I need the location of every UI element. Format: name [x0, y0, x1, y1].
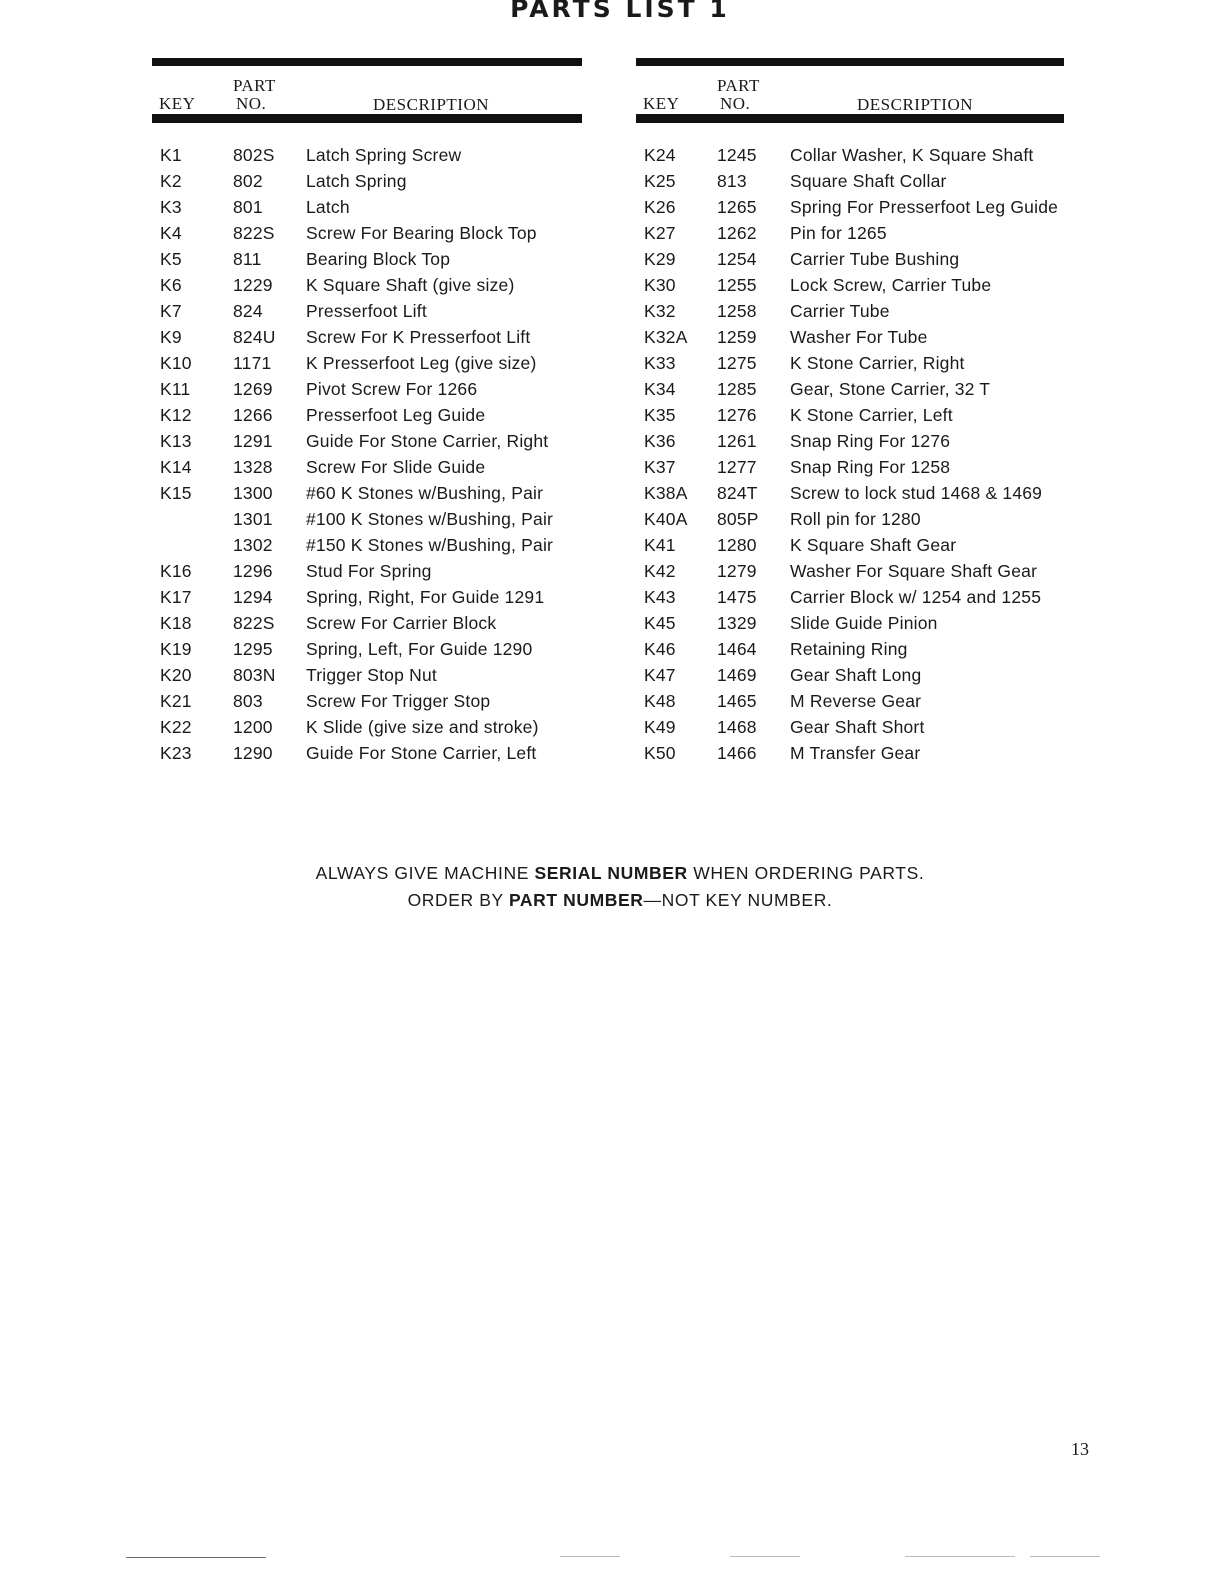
table-row	[152, 431, 582, 457]
description-cell: Bearing Block Top	[306, 249, 451, 269]
key-cell: K24	[644, 145, 676, 165]
description-cell: Stud For Spring	[306, 561, 432, 581]
part-number-cell: 802	[233, 171, 263, 191]
table-row	[636, 587, 1064, 613]
key-cell: K47	[644, 665, 676, 685]
part-number-cell: 801	[233, 197, 263, 217]
table-row	[636, 613, 1064, 639]
part-number-cell: 1466	[717, 743, 757, 763]
key-cell: K46	[644, 639, 676, 659]
key-cell: K19	[160, 639, 192, 659]
table-row	[636, 301, 1064, 327]
part-number-cell: 803N	[233, 665, 276, 685]
footer-line	[126, 1557, 266, 1558]
table-row	[152, 509, 582, 535]
header-part-no: NO.	[720, 94, 751, 113]
description-cell: K Stone Carrier, Left	[790, 405, 953, 425]
description-cell: K Slide (give size and stroke)	[306, 717, 539, 737]
part-number-cell: 824U	[233, 327, 276, 347]
description-cell: Roll pin for 1280	[790, 509, 921, 529]
key-cell: K11	[160, 379, 191, 399]
table-header	[636, 66, 1064, 114]
part-number-cell: 1300	[233, 483, 273, 503]
part-number-cell: 1328	[233, 457, 273, 477]
table-row	[152, 223, 582, 249]
description-cell: K Stone Carrier, Right	[790, 353, 965, 373]
part-number-cell: 1291	[233, 431, 273, 451]
description-cell: Retaining Ring	[790, 639, 908, 659]
part-number-cell: 1290	[233, 743, 273, 763]
part-number-cell: 1254	[717, 249, 757, 269]
part-number-cell: 1285	[717, 379, 757, 399]
key-cell: K22	[160, 717, 192, 737]
key-cell: K2	[160, 171, 182, 191]
key-cell: K14	[160, 457, 192, 477]
description-cell: Spring, Right, For Guide 1291	[306, 587, 545, 607]
table-row	[636, 353, 1064, 379]
table-row	[152, 249, 582, 275]
scan-artifact	[1030, 1556, 1100, 1557]
table-row	[152, 145, 582, 171]
table-row	[152, 197, 582, 223]
description-cell: Latch Spring	[306, 171, 407, 191]
key-cell: K41	[644, 535, 676, 555]
table-row	[636, 275, 1064, 301]
table-row	[636, 249, 1064, 275]
table-header	[152, 66, 582, 114]
part-number-cell: 1276	[717, 405, 757, 425]
part-number-cell: 805P	[717, 509, 759, 529]
key-cell: K29	[644, 249, 676, 269]
table-row	[152, 535, 582, 561]
part-number-cell: 1200	[233, 717, 273, 737]
description-cell: Presserfoot Lift	[306, 301, 427, 321]
part-number-cell: 802S	[233, 145, 275, 165]
key-cell: K50	[644, 743, 676, 763]
table-row	[636, 743, 1064, 769]
key-cell: K33	[644, 353, 676, 373]
table-row	[152, 483, 582, 509]
description-cell: Screw For Bearing Block Top	[306, 223, 537, 243]
header-description: DESCRIPTION	[857, 95, 974, 114]
part-number-cell: 1464	[717, 639, 757, 659]
part-number-cell: 1229	[233, 275, 273, 295]
key-cell: K34	[644, 379, 676, 399]
description-cell: Guide For Stone Carrier, Right	[306, 431, 549, 451]
key-cell: K23	[160, 743, 192, 763]
notice-text: WHEN ORDERING PARTS.	[687, 863, 925, 883]
table-row	[636, 457, 1064, 483]
key-cell: K37	[644, 457, 676, 477]
notice-text: —NOT KEY NUMBER.	[643, 890, 833, 910]
part-number-cell: 1171	[233, 353, 272, 373]
key-cell: K12	[160, 405, 192, 425]
table-row	[152, 327, 582, 353]
description-cell: Trigger Stop Nut	[306, 665, 437, 685]
key-cell: K4	[160, 223, 182, 243]
key-cell: K26	[644, 197, 676, 217]
key-cell: K5	[160, 249, 182, 269]
part-number-cell: 824	[233, 301, 263, 321]
header-part-no: NO.	[236, 94, 267, 113]
table-rows	[636, 145, 1064, 769]
part-number-cell: 1301	[233, 509, 273, 529]
table-row	[636, 327, 1064, 353]
description-cell: Snap Ring For 1258	[790, 457, 951, 477]
key-cell: K7	[160, 301, 182, 321]
key-cell: K42	[644, 561, 676, 581]
description-cell: Latch	[306, 197, 350, 217]
key-cell: K40A	[644, 509, 688, 529]
table-row	[152, 613, 582, 639]
part-number-notice	[0, 890, 1224, 911]
description-cell: Carrier Tube Bushing	[790, 249, 960, 269]
description-cell: Washer For Tube	[790, 327, 928, 347]
key-cell: K49	[644, 717, 676, 737]
description-cell: Gear Shaft Long	[790, 665, 922, 685]
key-cell: K38A	[644, 483, 688, 503]
description-cell: Latch Spring Screw	[306, 145, 462, 165]
key-cell: K43	[644, 587, 676, 607]
part-number-cell: 1266	[233, 405, 273, 425]
description-cell: #60 K Stones w/Bushing, Pair	[306, 483, 544, 503]
description-cell: Screw For K Presserfoot Lift	[306, 327, 531, 347]
description-cell: K Square Shaft Gear	[790, 535, 957, 555]
scan-artifact	[905, 1556, 1015, 1557]
key-cell: K32A	[644, 327, 688, 347]
header-bottom-rule	[152, 114, 582, 123]
key-cell: K18	[160, 613, 192, 633]
table-row	[152, 639, 582, 665]
key-cell: K9	[160, 327, 182, 347]
table-row	[636, 405, 1064, 431]
key-cell: K36	[644, 431, 676, 451]
table-row	[152, 691, 582, 717]
description-cell: Square Shaft Collar	[790, 171, 947, 191]
description-cell: #100 K Stones w/Bushing, Pair	[306, 509, 554, 529]
header-key: KEY	[643, 94, 680, 113]
parts-table-right	[636, 58, 1064, 769]
key-cell: K16	[160, 561, 192, 581]
table-row	[636, 639, 1064, 665]
part-number-cell: 1261	[717, 431, 757, 451]
header-top-rule	[152, 58, 582, 66]
key-cell: K27	[644, 223, 676, 243]
table-row	[636, 535, 1064, 561]
table-row	[636, 223, 1064, 249]
description-cell: M Reverse Gear	[790, 691, 922, 711]
table-row	[152, 353, 582, 379]
parts-table-left	[152, 58, 582, 769]
table-row	[152, 171, 582, 197]
description-cell: Collar Washer, K Square Shaft	[790, 145, 1034, 165]
description-cell: Guide For Stone Carrier, Left	[306, 743, 537, 763]
key-cell: K48	[644, 691, 676, 711]
description-cell: Gear, Stone Carrier, 32 T	[790, 379, 991, 399]
header-top-rule	[636, 58, 1064, 66]
description-cell: Presserfoot Leg Guide	[306, 405, 486, 425]
table-row	[636, 145, 1064, 171]
description-cell: Screw For Slide Guide	[306, 457, 486, 477]
description-cell: Pin for 1265	[790, 223, 887, 243]
table-row	[636, 717, 1064, 743]
part-number-cell: 1329	[717, 613, 757, 633]
description-cell: Slide Guide Pinion	[790, 613, 938, 633]
table-row	[152, 665, 582, 691]
table-row	[636, 483, 1064, 509]
table-row	[636, 431, 1064, 457]
part-number-cell: 1296	[233, 561, 273, 581]
key-cell: K15	[160, 483, 192, 503]
table-row	[636, 691, 1064, 717]
header-description: DESCRIPTION	[373, 95, 490, 114]
part-number-cell: 824T	[717, 483, 758, 503]
table-row	[152, 301, 582, 327]
part-number-cell: 1280	[717, 535, 757, 555]
part-number-cell: 1245	[717, 145, 757, 165]
part-number-cell: 822S	[233, 223, 275, 243]
table-row	[152, 457, 582, 483]
description-cell: M Transfer Gear	[790, 743, 921, 763]
description-cell: K Square Shaft (give size)	[306, 275, 515, 295]
part-number-cell: 1294	[233, 587, 273, 607]
key-cell: K25	[644, 171, 676, 191]
table-row	[152, 379, 582, 405]
key-cell: K35	[644, 405, 676, 425]
part-number-cell: 1469	[717, 665, 757, 685]
table-row	[636, 171, 1064, 197]
table-row	[636, 561, 1064, 587]
notice-text: ALWAYS GIVE MACHINE	[315, 863, 535, 883]
description-cell: Gear Shaft Short	[790, 717, 925, 737]
description-cell: Washer For Square Shaft Gear	[790, 561, 1038, 581]
part-number-cell: 1302	[233, 535, 273, 555]
part-number-cell: 1468	[717, 717, 757, 737]
part-number-cell: 1259	[717, 327, 757, 347]
notice-emphasis: PART NUMBER	[508, 890, 644, 910]
key-cell: K20	[160, 665, 192, 685]
header-part: PART	[717, 76, 760, 95]
part-number-cell: 1475	[717, 587, 757, 607]
description-cell: #150 K Stones w/Bushing, Pair	[306, 535, 554, 555]
header-part: PART	[233, 76, 276, 95]
table-row	[636, 509, 1064, 535]
part-number-cell: 1255	[717, 275, 757, 295]
part-number-cell: 1279	[717, 561, 757, 581]
key-cell: K32	[644, 301, 676, 321]
part-number-cell: 1269	[233, 379, 273, 399]
description-cell: Spring For Presserfoot Leg Guide	[790, 197, 1059, 217]
key-cell: K21	[160, 691, 192, 711]
part-number-cell: 813	[717, 171, 747, 191]
key-cell: K17	[160, 587, 192, 607]
header-bottom-rule	[636, 114, 1064, 123]
part-number-cell: 811	[233, 249, 262, 269]
table-row	[152, 405, 582, 431]
part-number-cell: 1277	[717, 457, 757, 477]
part-number-cell: 1262	[717, 223, 757, 243]
part-number-cell: 803	[233, 691, 263, 711]
part-number-cell: 822S	[233, 613, 275, 633]
table-rows	[152, 145, 582, 769]
table-row	[636, 379, 1064, 405]
page-title: PARTS LIST 1	[510, 0, 730, 23]
page-number: 13	[1071, 1439, 1089, 1459]
table-row	[152, 275, 582, 301]
key-cell: K1	[160, 145, 182, 165]
table-row	[636, 197, 1064, 223]
description-cell: Carrier Tube	[790, 301, 890, 321]
scan-artifact	[730, 1556, 800, 1557]
description-cell: Screw For Trigger Stop	[306, 691, 491, 711]
notice-text: ORDER BY	[407, 890, 509, 910]
scan-artifact	[560, 1556, 620, 1557]
description-cell: Spring, Left, For Guide 1290	[306, 639, 533, 659]
header-key: KEY	[159, 94, 196, 113]
key-cell: K6	[160, 275, 182, 295]
part-number-cell: 1265	[717, 197, 757, 217]
description-cell: K Presserfoot Leg (give size)	[306, 353, 537, 373]
description-cell: Lock Screw, Carrier Tube	[790, 275, 992, 295]
table-row	[152, 717, 582, 743]
key-cell: K3	[160, 197, 182, 217]
table-row	[152, 587, 582, 613]
key-cell: K45	[644, 613, 676, 633]
table-row	[636, 665, 1064, 691]
description-cell: Snap Ring For 1276	[790, 431, 951, 451]
serial-number-notice	[0, 863, 1224, 884]
table-row	[152, 743, 582, 769]
key-cell: K13	[160, 431, 192, 451]
description-cell: Screw to lock stud 1468 & 1469	[790, 483, 1043, 503]
key-cell: K30	[644, 275, 676, 295]
table-row	[152, 561, 582, 587]
part-number-cell: 1465	[717, 691, 757, 711]
part-number-cell: 1295	[233, 639, 273, 659]
description-cell: Carrier Block w/ 1254 and 1255	[790, 587, 1042, 607]
notice-emphasis: SERIAL NUMBER	[534, 863, 688, 883]
part-number-cell: 1258	[717, 301, 757, 321]
key-cell: K10	[160, 353, 192, 373]
part-number-cell: 1275	[717, 353, 757, 373]
description-cell: Pivot Screw For 1266	[306, 379, 478, 399]
description-cell: Screw For Carrier Block	[306, 613, 497, 633]
